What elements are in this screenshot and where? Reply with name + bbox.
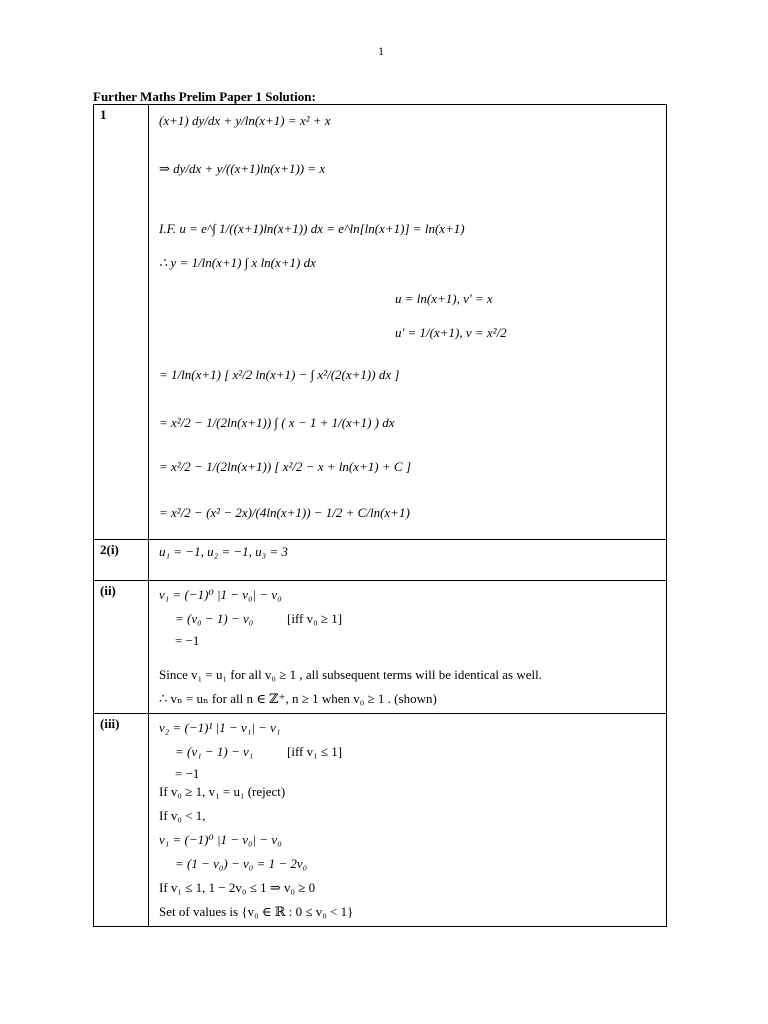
- working-cell: [149, 581, 667, 714]
- working-line: = x²/2 − 1/(2ln(x+1)) [ x²/2 − x + ln(x+1) + C ]: [159, 459, 411, 474]
- question-row-2iii: [94, 714, 667, 927]
- working-cell: [149, 714, 667, 927]
- working-line: ∴ vₙ = uₙ for all n ∈ ℤ⁺, n ≥ 1 when v₀ ≥ 1 . (shown): [159, 691, 437, 706]
- working-line: Since v₁ = u₁ for all v₀ ≥ 1 , all subsequent terms will be identical as well.: [159, 667, 542, 682]
- working-line: Set of values is {v₀ ∈ ℝ : 0 ≤ v₀ < 1}: [159, 904, 354, 919]
- working-line: u = ln(x+1), v' = x: [395, 291, 493, 306]
- question-row-2i: [94, 540, 667, 581]
- working-line: v₁ = (−1)⁰ |1 − v₀| − v₀: [159, 587, 282, 602]
- working-line: = −1: [175, 633, 200, 648]
- document-title: Further Maths Prelim Paper 1 Solution:: [93, 89, 316, 104]
- working-line: v₁ = (−1)⁰ |1 − v₀| − v₀: [159, 832, 282, 847]
- working-line: u' = 1/(x+1), v = x²/2: [395, 325, 507, 340]
- question-label: 2(i): [100, 542, 119, 557]
- working-line: = −1: [175, 766, 200, 781]
- working-line: = (1 − v₀) − v₀ = 1 − 2v₀: [175, 856, 308, 871]
- question-label: (ii): [100, 583, 116, 598]
- question-label: 1: [100, 107, 107, 122]
- page-number: 1: [378, 44, 384, 58]
- question-row-1: [94, 105, 667, 540]
- working-line: = x²/2 − (x² − 2x)/(4ln(x+1)) − 1/2 + C/ln(x+1): [159, 505, 410, 520]
- working-line: (x+1) dy/dx + y/ln(x+1) = x² + x: [159, 113, 331, 128]
- working-line: If v₁ ≤ 1, 1 − 2v₀ ≤ 1 ⇒ v₀ ≥ 0: [159, 880, 316, 895]
- working-line: v₂ = (−1)¹ |1 − v₁| − v₁: [159, 720, 281, 735]
- working-line: If v₀ < 1,: [159, 808, 206, 823]
- working-line: = x²/2 − 1/(2ln(x+1)) ∫ ( x − 1 + 1/(x+1) ) dx: [159, 415, 395, 430]
- working-cell: [149, 540, 667, 581]
- working-line: If v₀ ≥ 1, v₁ = u₁ (reject): [159, 784, 286, 799]
- working-line: = (v₁ − 1) − v₁: [175, 744, 254, 759]
- working-line: u₁ = −1, u₂ = −1, u₃ = 3: [159, 544, 288, 559]
- question-label-cell: [94, 581, 149, 714]
- working-line: ⇒ dy/dx + y/((x+1)ln(x+1)) = x: [159, 161, 326, 176]
- question-label-cell: [94, 540, 149, 581]
- working-line: = 1/ln(x+1) [ x²/2 ln(x+1) − ∫ x²/(2(x+1)) dx ]: [159, 367, 400, 382]
- question-row-2ii: [94, 581, 667, 714]
- working-line: = (v₀ − 1) − v₀: [175, 611, 254, 626]
- question-label-cell: [94, 105, 149, 540]
- solution-table: [93, 104, 667, 927]
- question-label-cell: [94, 714, 149, 927]
- condition-note: [iff v₀ ≥ 1]: [287, 611, 343, 626]
- question-label: (iii): [100, 716, 120, 731]
- working-cell: [149, 105, 667, 540]
- working-line: I.F. u = e^∫ 1/((x+1)ln(x+1)) dx = e^ln[ln(x+1)] = ln(x+1): [159, 221, 465, 236]
- condition-note: [iff v₁ ≤ 1]: [287, 744, 343, 759]
- working-line: ∴ y = 1/ln(x+1) ∫ x ln(x+1) dx: [159, 255, 316, 270]
